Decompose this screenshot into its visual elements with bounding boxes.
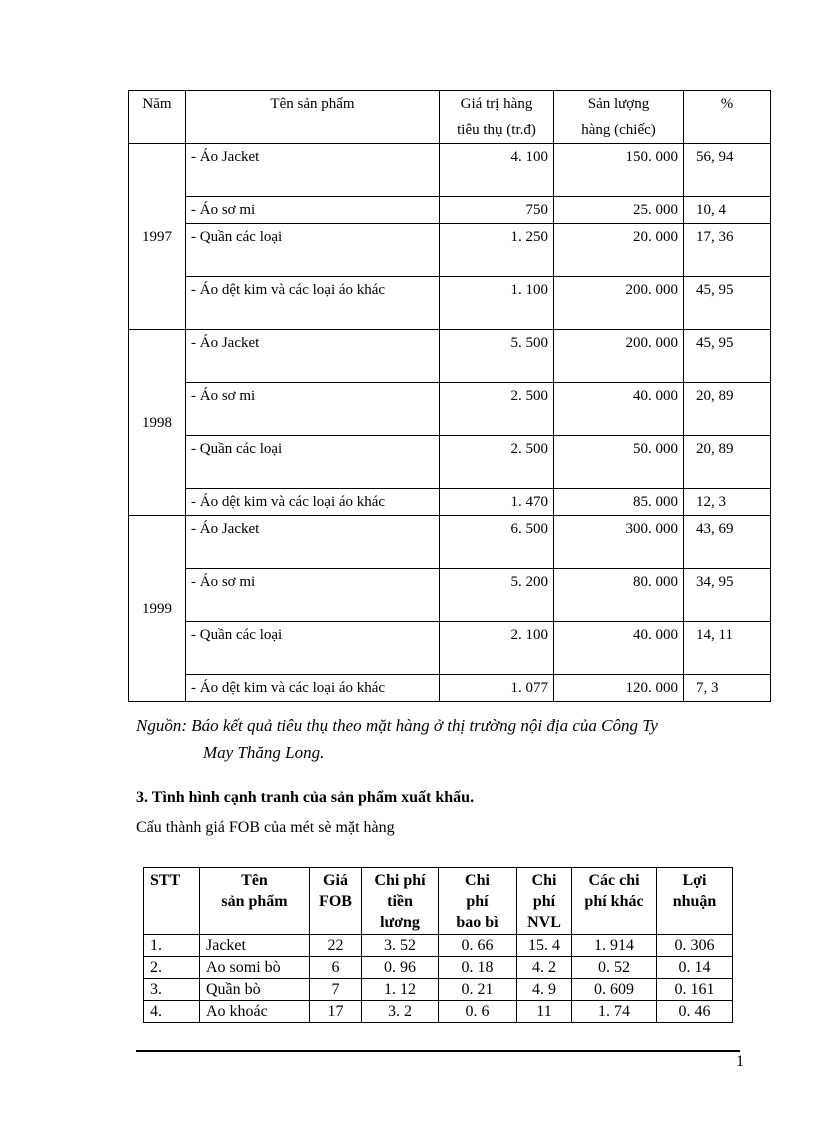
header-material-cost <box>517 868 572 935</box>
stt-cell: 1. <box>144 935 200 957</box>
other-cell: 1. 74 <box>572 1001 657 1023</box>
header-mat-l2: phí <box>532 893 556 910</box>
table-row <box>144 957 733 979</box>
table-row <box>129 277 771 330</box>
header-product-name-l2: sản phẩm <box>221 893 288 910</box>
name-cell: Jacket <box>200 935 310 957</box>
mat-cell: 15. 4 <box>517 935 572 957</box>
table-row <box>129 383 771 436</box>
value-cell: 2. 500 <box>440 436 554 489</box>
header-fob-l2: FOB <box>319 893 352 910</box>
value-cell: 2. 500 <box>440 383 554 436</box>
header-wage-cost <box>362 868 439 935</box>
header-pack-l2: phí <box>466 893 489 910</box>
stt-cell: 3. <box>144 979 200 1001</box>
name-cell: Ao khoác <box>200 1001 310 1023</box>
value-cell: 4. 100 <box>440 144 554 197</box>
pct-cell: 12, 3 <box>684 489 771 516</box>
table-row <box>129 224 771 277</box>
pct-cell: 34, 95 <box>684 569 771 622</box>
qty-cell: 85. 000 <box>554 489 684 516</box>
product-cell: - Áo Jacket <box>186 144 440 197</box>
header-sales-value <box>440 91 554 144</box>
pct-cell: 14, 11 <box>684 622 771 675</box>
header-mat-l1: Chi <box>531 872 557 889</box>
header-product: Tên sản phẩm <box>186 91 440 144</box>
source-note <box>136 712 756 766</box>
header-quantity-l2: hàng (chiếc) <box>581 122 656 138</box>
year-cell: 1999 <box>129 516 186 702</box>
wage-cell: 3. 52 <box>362 935 439 957</box>
header-profit-l1: Lợi <box>682 872 707 889</box>
table-row <box>129 144 771 197</box>
pct-cell: 43, 69 <box>684 516 771 569</box>
stt-cell: 2. <box>144 957 200 979</box>
header-fob <box>310 868 362 935</box>
other-cell: 0. 52 <box>572 957 657 979</box>
product-cell: - Áo sơ mi <box>186 197 440 224</box>
table-row <box>129 436 771 489</box>
pct-cell: 7, 3 <box>684 675 771 702</box>
value-cell: 1. 250 <box>440 224 554 277</box>
mat-cell: 4. 9 <box>517 979 572 1001</box>
header-product-name-l1: Tên <box>241 872 268 889</box>
qty-cell: 25. 000 <box>554 197 684 224</box>
value-cell: 2. 100 <box>440 622 554 675</box>
table-row <box>129 516 771 569</box>
source-line-2: May Thăng Long. <box>203 743 325 762</box>
fob-cell: 6 <box>310 957 362 979</box>
profit-cell: 0. 14 <box>657 957 733 979</box>
pack-cell: 0. 6 <box>439 1001 517 1023</box>
header-profit <box>657 868 733 935</box>
header-pack-l3: bao bì <box>456 914 499 931</box>
qty-cell: 40. 000 <box>554 383 684 436</box>
product-cell: - Áo dệt kim và các loại áo khác <box>186 277 440 330</box>
table-row <box>144 935 733 957</box>
pct-cell: 45, 95 <box>684 330 771 383</box>
product-cell: - Quần các loại <box>186 622 440 675</box>
pack-cell: 0. 66 <box>439 935 517 957</box>
header-sales-value-l2: tiêu thụ (tr.đ) <box>457 122 536 138</box>
product-cell: - Áo Jacket <box>186 330 440 383</box>
qty-cell: 80. 000 <box>554 569 684 622</box>
pct-cell: 56, 94 <box>684 144 771 197</box>
header-wage-l3: lương <box>380 914 420 931</box>
product-cell: - Áo dệt kim và các loại áo khác <box>186 675 440 702</box>
section-title: 3. Tình hình cạnh tranh của sản phẩm xuất khẩu. <box>136 789 475 806</box>
name-cell: Ao somi bò <box>200 957 310 979</box>
value-cell: 5. 500 <box>440 330 554 383</box>
header-quantity <box>554 91 684 144</box>
product-cell: - Quần các loại <box>186 436 440 489</box>
qty-cell: 40. 000 <box>554 622 684 675</box>
fob-cell: 7 <box>310 979 362 1001</box>
fob-cell: 17 <box>310 1001 362 1023</box>
table-caption: Cấu thành giá FOB của mét sè mặt hàng <box>136 819 395 836</box>
value-cell: 5. 200 <box>440 569 554 622</box>
year-cell: 1998 <box>129 330 186 516</box>
header-mat-l3: NVL <box>527 914 561 931</box>
profit-cell: 0. 161 <box>657 979 733 1001</box>
year-cell: 1997 <box>129 144 186 330</box>
qty-cell: 150. 000 <box>554 144 684 197</box>
pct-cell: 10, 4 <box>684 197 771 224</box>
product-cell: - Áo dệt kim và các loại áo khác <box>186 489 440 516</box>
table-row <box>129 622 771 675</box>
header-other-cost <box>572 868 657 935</box>
product-cell: - Áo sơ mi <box>186 569 440 622</box>
header-quantity-l1: Sản lượng <box>587 96 650 112</box>
qty-cell: 50. 000 <box>554 436 684 489</box>
mat-cell: 4. 2 <box>517 957 572 979</box>
pct-cell: 45, 95 <box>684 277 771 330</box>
qty-cell: 200. 000 <box>554 277 684 330</box>
footer-divider <box>136 1050 740 1052</box>
header-stt: STT <box>144 868 200 935</box>
header-product-name <box>200 868 310 935</box>
profit-cell: 0. 306 <box>657 935 733 957</box>
table-row <box>129 569 771 622</box>
name-cell: Quần bò <box>200 979 310 1001</box>
pack-cell: 0. 21 <box>439 979 517 1001</box>
value-cell: 1. 077 <box>440 675 554 702</box>
table-row <box>129 330 771 383</box>
table-row <box>144 1001 733 1023</box>
domestic-sales-table <box>128 90 771 702</box>
value-cell: 6. 500 <box>440 516 554 569</box>
wage-cell: 3. 2 <box>362 1001 439 1023</box>
product-cell: - Quần các loại <box>186 224 440 277</box>
header-pack-l1: Chi <box>465 872 490 889</box>
header-fob-l1: Giá <box>323 872 348 889</box>
value-cell: 1. 100 <box>440 277 554 330</box>
product-cell: - Áo Jacket <box>186 516 440 569</box>
qty-cell: 20. 000 <box>554 224 684 277</box>
pct-cell: 20, 89 <box>684 383 771 436</box>
pct-cell: 17, 36 <box>684 224 771 277</box>
header-other-l2: phí khác <box>584 893 644 910</box>
page-number: 1 <box>736 1053 744 1070</box>
header-year: Năm <box>129 91 186 144</box>
header-other-l1: Các chi <box>588 872 640 889</box>
header-packaging-cost <box>439 868 517 935</box>
qty-cell: 300. 000 <box>554 516 684 569</box>
header-percent: % <box>684 91 771 144</box>
fob-cell: 22 <box>310 935 362 957</box>
header-sales-value-l1: Giá trị hàng <box>460 96 533 112</box>
stt-cell: 4. <box>144 1001 200 1023</box>
product-cell: - Áo sơ mi <box>186 383 440 436</box>
other-cell: 0. 609 <box>572 979 657 1001</box>
mat-cell: 11 <box>517 1001 572 1023</box>
qty-cell: 120. 000 <box>554 675 684 702</box>
value-cell: 750 <box>440 197 554 224</box>
pct-cell: 20, 89 <box>684 436 771 489</box>
wage-cell: 0. 96 <box>362 957 439 979</box>
source-line-1: Nguồn: Báo kết quả tiêu thụ theo mặt hàng ở thị trường nội địa của Công Ty <box>136 716 658 735</box>
header-profit-l2: nhuận <box>672 893 717 910</box>
qty-cell: 200. 000 <box>554 330 684 383</box>
table-row <box>129 675 771 702</box>
header-wage-l2: tiền <box>387 893 413 910</box>
table-row <box>144 979 733 1001</box>
table-row <box>129 197 771 224</box>
wage-cell: 1. 12 <box>362 979 439 1001</box>
fob-cost-table <box>143 867 733 1023</box>
profit-cell: 0. 46 <box>657 1001 733 1023</box>
other-cell: 1. 914 <box>572 935 657 957</box>
header-wage-l1: Chi phí <box>374 872 426 889</box>
pack-cell: 0. 18 <box>439 957 517 979</box>
table-row <box>129 489 771 516</box>
value-cell: 1. 470 <box>440 489 554 516</box>
